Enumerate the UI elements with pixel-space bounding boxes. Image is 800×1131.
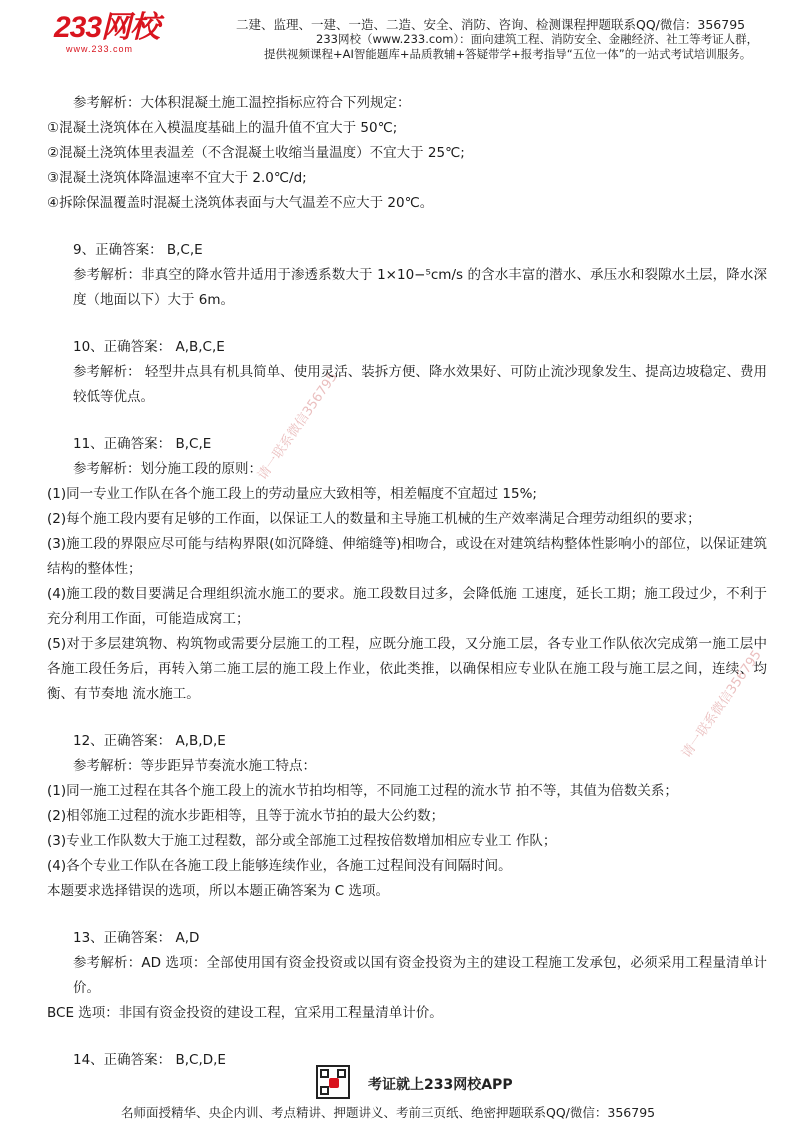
explanation-line: 参考解析：划分施工段的原则： — [73, 461, 262, 477]
answer-line: 11、正确答案： B,C,E — [73, 436, 212, 452]
brand-logo-url: www.233.com — [66, 44, 134, 54]
explanation-line: 参考解析：大体积混凝土施工温控指标应符合下列规定： — [73, 95, 411, 111]
answer-line: 10、正确答案： A,B,C,E — [73, 339, 225, 355]
header-line-2: 233网校（www.233.com）：面向建筑工程、消防安全、金融经济、社工等考证人群， — [316, 32, 759, 46]
explanation-line: (5)对于多层建筑物、构筑物或需要分层施工的工程，应既分施工段，又分施工层，各专业工作队依次完成第一施工层中各施工段任务后，再转入第二施工层的施工段上作业，依此类推，以确保相应专业队在施工段与施工层之间，连续、均衡、有节奏地 流水施工。 — [47, 636, 767, 702]
explanation-line: (3)施工段的界限应尽可能与结构界限(如沉降缝、伸缩缝等)相吻合，或设在对建筑结构整体性影响小的部位，以保证建筑结构的整体性； — [47, 536, 767, 577]
header-line-3: 提供视频课程+AI智能题库+品质教辅+答疑带学+报考指导“五位一体”的一站式考试培训服务。 — [264, 47, 752, 61]
app-promo: 考证就上233网校APP — [368, 1077, 513, 1093]
explanation-line: ③混凝土浇筑体降温速率不宜大于 2.0℃/d; — [47, 170, 307, 186]
explanation-line: (1)同一施工过程在其各个施工段上的流水节拍均相等，不同施工过程的流水节 拍不等，其值为倍数关系； — [47, 783, 678, 799]
explanation-line: (1)同一专业工作队在各个施工段上的劳动量应大致相等，相差幅度不宜超过 15%; — [47, 486, 537, 502]
explanation-line: 参考解析：AD 选项：全部使用国有资金投资或以国有资金投资为主的建设工程施工发承包，必须采用工程量清单计价。 — [73, 955, 767, 996]
explanation-line: (3)专业工作队数大于施工过程数，部分或全部施工过程按倍数增加相应专业工 作队； — [47, 833, 557, 849]
explanation-line: (4)各个专业工作队在各施工段上能够连续作业，各施工过程间没有间隔时间。 — [47, 858, 512, 874]
explanation-line: BCE 选项：非国有资金投资的建设工程，宜采用工程量清单计价。 — [47, 1005, 443, 1021]
explanation-line: ②混凝土浇筑体里表温差（不含混凝土收缩当量温度）不宜大于 25℃; — [47, 145, 465, 161]
explanation-line: 参考解析：等步距异节奏流水施工特点： — [73, 758, 316, 774]
explanation-line: 参考解析：非真空的降水管井适用于渗透系数大于 1×10−⁵cm/s 的含水丰富的潜水、承压水和裂隙水土层，降水深度（地面以下）大于 6m。 — [73, 267, 767, 308]
brand-logo: 233网校 — [54, 11, 160, 44]
header-line-1: 二建、监理、一建、一造、二造、安全、消防、咨询、检测课程押题联系QQ/微信：356795 — [236, 17, 746, 32]
answer-line: 9、正确答案： B,C,E — [73, 242, 203, 258]
explanation-line: 参考解析： 轻型井点具有机具简单、使用灵活、装拆方便、降水效果好、可防止流沙现象发生、提高边坡稳定、费用较低等优点。 — [73, 364, 767, 405]
answer-line: 13、正确答案： A,D — [73, 930, 200, 946]
answer-line: 12、正确答案： A,B,D,E — [73, 733, 226, 749]
qr-code[interactable] — [316, 1065, 350, 1099]
explanation-line: (2)相邻施工过程的流水步距相等，且等于流水节拍的最大公约数； — [47, 808, 445, 824]
explanation-line: ④拆除保温覆盖时混凝土浇筑体表面与大气温差不应大于 20℃。 — [47, 195, 434, 211]
answer-explanations — [47, 91, 767, 1073]
explanation-line: 本题要求选择错误的选项，所以本题正确答案为 C 选项。 — [47, 883, 390, 899]
explanation-line: (4)施工段的数目要满足合理组织流水施工的要求。施工段数目过多，会降低施 工速度，延长工期；施工段过少，不利于充分利用工作面，可能造成窝工； — [47, 586, 767, 627]
explanation-line: (2)每个施工段内要有足够的工作面，以保证工人的数量和主导施工机械的生产效率满足合理劳动组织的要求； — [47, 511, 701, 527]
answer-line: 14、正确答案： B,C,D,E — [73, 1052, 226, 1068]
watermark: 请一联系微信356795 — [255, 369, 341, 483]
watermark: 请一联系微信356795 — [679, 647, 765, 761]
footer-line: 名师面授精华、央企内训、考点精讲、押题讲义、考前三页纸、绝密押题联系QQ/微信：356795 — [121, 1105, 656, 1120]
explanation-line: ①混凝土浇筑体在入模温度基础上的温升值不宜大于 50℃; — [47, 120, 398, 136]
